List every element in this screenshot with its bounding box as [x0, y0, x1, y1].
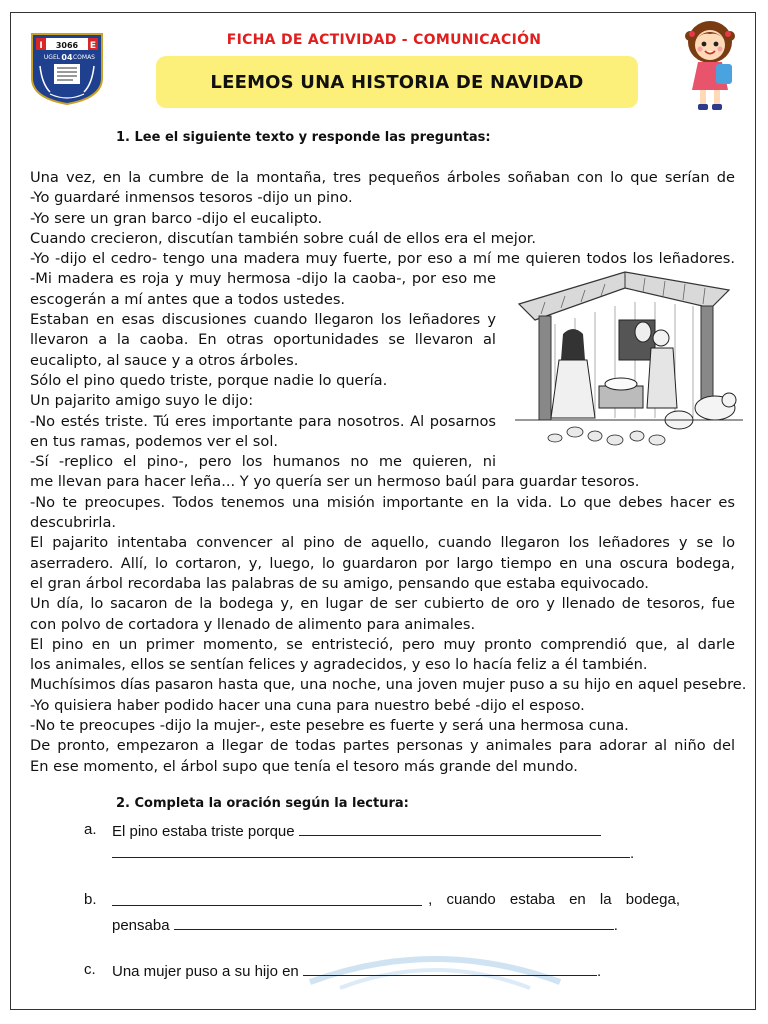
item-a-period: .: [630, 845, 635, 862]
answer-blank-a1[interactable]: [299, 821, 601, 836]
question-2: 2. Completa la oración según la lectura:: [116, 796, 409, 811]
item-a-prompt: [112, 821, 601, 840]
story-line: -No te preocupes -dijo la mujer-, este pesebre es fuerte y será una hermosa cuna.: [30, 717, 629, 735]
item-a-line2: [112, 843, 634, 862]
logo-code: 04: [61, 53, 73, 62]
story-line: El pajarito intentaba convencer al pino de aquello, cuando llegaron los leñadores y se lo: [30, 534, 735, 552]
item-c-letter: c.: [84, 961, 96, 978]
story-line: los animales, ellos se sentían felices y agradecidos, y eso lo hacía feliz a él también.: [30, 656, 648, 674]
story-line: eucalipto, al sauce y a otros árboles.: [30, 351, 299, 369]
story-line: -Sí -replico el pino-, pero los humanos no me quieren, ni: [30, 453, 496, 471]
story-line: aserradero. Allí, lo cortaron, y, luego, lo guardaron por largo tiempo en una oscura bodega,: [30, 554, 735, 572]
story-line: el gran árbol recordaba las palabras de su amigo, pensando que estaba equivocado.: [30, 574, 649, 592]
girl-illustration: [678, 18, 742, 114]
logo-letter-e: E: [89, 41, 97, 51]
story-line: Un pajarito amigo suyo le dijo:: [30, 392, 254, 410]
story-line: en tus ramas, podemos ver el sol.: [30, 432, 279, 450]
answer-blank-b1[interactable]: [112, 891, 422, 906]
item-a-text: El pino estaba triste porque: [112, 823, 295, 840]
answer-blank-b2[interactable]: [174, 915, 614, 930]
answer-blank-c[interactable]: [303, 961, 597, 976]
item-b-text2: pensaba: [112, 917, 170, 934]
story-line: -No estés triste. Tú eres importante para nosotros. Al posarnos: [30, 412, 496, 430]
item-c-period: .: [596, 963, 602, 980]
nativity-stable-illustration: [515, 268, 743, 452]
story-line: me llevan para hacer leña... Y yo quería ser un hermoso baúl para guardar tesoros.: [30, 473, 640, 491]
item-a: [84, 821, 97, 838]
item-c-prompt: [112, 961, 601, 980]
item-b-line2: [112, 915, 618, 934]
story-line: Muchísimos días pasaron hasta que, una noche, una joven mujer puso a su hijo en aquel pesebre.: [30, 676, 747, 694]
question-1: 1. Lee el siguiente texto y responde las preguntas:: [116, 130, 491, 145]
story-line: -Yo -dijo el cedro- tengo una madera muy fuerte, por eso a mí me quieren todos los leñadores.: [30, 250, 735, 268]
story-line: llevaron a la caoba. En otras oportunidades se llevaron al: [30, 331, 496, 349]
story-line: -Yo guardaré inmensos tesoros -dijo un pino.: [30, 189, 353, 207]
story-line: -Yo quisiera haber podido hacer una cuna para nuestro bebé -dijo el esposo.: [30, 696, 585, 714]
item-b-letter: b.: [84, 891, 97, 908]
logo-number: 3066: [55, 41, 79, 50]
logo-ugel: UGEL: [43, 54, 61, 61]
story-line: Estaban en esas discusiones cuando llegaron los leñadores y: [30, 311, 496, 329]
story-line: -Mi madera es roja y muy hermosa -dijo la caoba-, por eso me: [30, 270, 496, 288]
item-b-prompt: [112, 891, 680, 908]
logo-letter-i: I: [39, 41, 43, 51]
answer-blank-a2[interactable]: [112, 843, 630, 858]
item-b: [84, 891, 97, 908]
item-c-text: Una mujer puso a su hijo en: [112, 963, 299, 980]
logo-district: COMAS: [72, 54, 96, 61]
story-line: Sólo el pino quedo triste, porque nadie lo quería.: [30, 371, 388, 389]
story-title: LEEMOS UNA HISTORIA DE NAVIDAD: [210, 71, 584, 93]
story-line: Un día, lo sacaron de la bodega y, en lugar de ser cubierto de oro y llenado de tesoros, fue: [30, 595, 735, 613]
story-line: Una vez, en la cumbre de la montaña, tres pequeños árboles soñaban con lo que serían de: [30, 169, 735, 186]
story-line: -Yo sere un gran barco -dijo el eucalipto.: [30, 209, 323, 227]
item-c: [84, 961, 96, 978]
title-banner: [156, 56, 638, 108]
story-line: De pronto, empezaron a llegar de todas partes personas y animales para adorar al niño del: [30, 737, 735, 755]
story-line: El pino en un primer momento, se entristeció, pero muy pronto comprendió que, al darle: [30, 635, 735, 653]
item-b-period: .: [613, 917, 618, 934]
story-text: [30, 168, 747, 777]
activity-sheet-title: FICHA DE ACTIVIDAD - COMUNICACIÓN: [226, 32, 542, 48]
item-a-letter: a.: [84, 821, 97, 838]
story-line: Cuando crecieron, discutían también sobre cuál de ellos era el mejor.: [30, 229, 537, 247]
story-line: -No te preocupes. Todos tenemos una misión importante en la vida. Lo que debes hacer es: [30, 493, 735, 511]
item-b-text: , cuando estaba en la bodega,: [428, 891, 680, 908]
story-line: con polvo de cortadora y llenado de alimento para animales.: [30, 615, 476, 633]
story-line: En ese momento, el árbol supo que tenía el tesoro más grande del mundo.: [30, 757, 578, 775]
story-line: descubrirla.: [30, 514, 117, 532]
story-line: escogerán a mí antes que a todos ustedes.: [30, 290, 346, 308]
